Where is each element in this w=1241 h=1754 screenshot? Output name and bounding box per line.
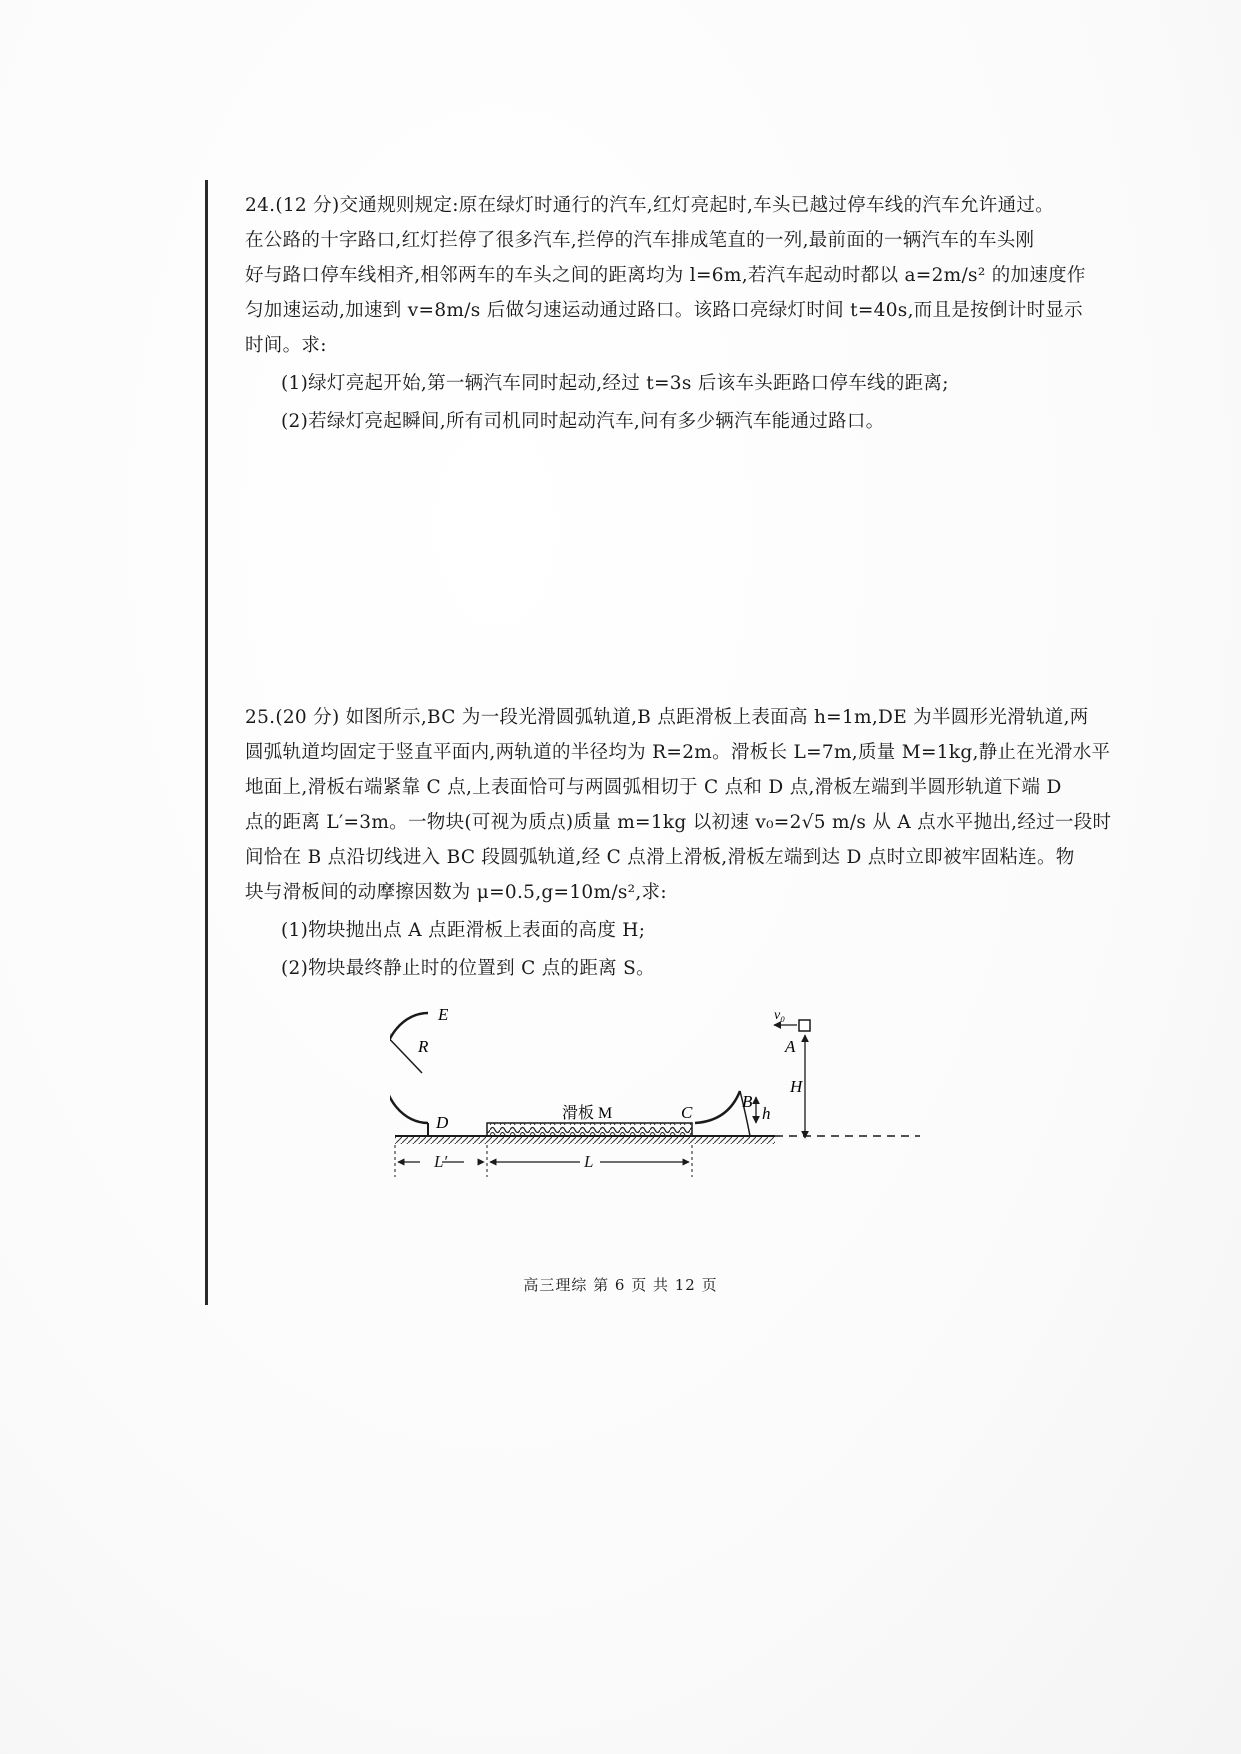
margin-rule — [205, 180, 208, 1305]
problem-24 — [245, 188, 1086, 439]
problem-25-question-1: (1)物块抛出点 A 点距滑板上表面的高度 H; — [281, 920, 646, 941]
problem-24-line-1: 24.(12 分)交通规则规定:原在绿灯时通行的汽车,红灯亮起时,车头已越过停车线的汽车允许通过。 — [245, 195, 1054, 216]
problem-25-line-5: 间恰在 B 点沿切线进入 BC 段圆弧轨道,经 C 点滑上滑板,滑板左端到达 D 点时立即被牢固粘连。物 — [245, 847, 1075, 868]
problem-25-line-2: 圆弧轨道均固定于竖直平面内,两轨道的半径均为 R=2m。滑板长 L=7m,质量 M=1kg,静止在光滑水平 — [245, 742, 1111, 763]
label-b: B — [742, 1092, 753, 1111]
block-a — [799, 1020, 810, 1031]
track-diagram — [390, 1005, 930, 1190]
problem-24-line-4: 匀加速运动,加速到 v=8m/s 后做匀速运动通过路口。该路口亮绿灯时间 t=40s,而且是按倒计时显示 — [245, 300, 1083, 321]
problem-24-question-1: (1)绿灯亮起开始,第一辆汽车同时起动,经过 t=3s 后该车头距路口停车线的距离; — [281, 373, 949, 394]
problem-24-question-2: (2)若绿灯亮起瞬间,所有司机同时起动汽车,问有多少辆汽车能通过路口。 — [281, 411, 885, 432]
label-v0: v₀ — [774, 1008, 786, 1023]
label-c: C — [681, 1103, 693, 1122]
arc-track-bc — [695, 1091, 740, 1123]
problem-24-line-3: 好与路口停车线相齐,相邻两车的车头之间的距离均为 l=6m,若汽车起动时都以 a=2m/s² 的加速度作 — [245, 265, 1086, 286]
label-board: 滑板 M — [562, 1105, 613, 1122]
label-r: R — [418, 1037, 429, 1056]
problem-25-line-6: 块与滑板间的动摩擦因数为 μ=0.5,g=10m/s²,求: — [245, 882, 667, 903]
semicircle-track-de — [390, 1013, 428, 1123]
problem-25-question-2: (2)物块最终静止时的位置到 C 点的距离 S。 — [281, 958, 655, 979]
label-h-big: H — [790, 1077, 803, 1096]
problem-25-line-3: 地面上,滑板右端紧靠 C 点,上表面恰可与两圆弧相切于 C 点和 D 点,滑板左端到半圆形轨道下端 D — [245, 777, 1062, 798]
label-lprime: L′ — [434, 1152, 448, 1171]
label-d: D — [436, 1113, 449, 1132]
problem-25-line-4: 点的距离 L′=3m。一物块(可视为质点)质量 m=1kg 以初速 v₀=2√5 m/s 从 A 点水平抛出,经过一段时 — [245, 812, 1112, 833]
page-footer: 高三理综 第 6 页 共 12 页 — [523, 1276, 718, 1294]
problem-24-line-5: 时间。求: — [245, 335, 327, 356]
label-a: A — [785, 1037, 796, 1056]
slide-board — [487, 1123, 692, 1136]
problem-24-line-2: 在公路的十字路口,红灯拦停了很多汽车,拦停的汽车排成笔直的一列,最前面的一辆汽车的车头刚 — [245, 230, 1035, 251]
label-e: E — [438, 1005, 449, 1024]
problem-25-line-1: 25.(20 分) 如图所示,BC 为一段光滑圆弧轨道,B 点距滑板上表面高 h=1m,DE 为半圆形光滑轨道,两 — [245, 707, 1089, 728]
label-l: L — [584, 1152, 594, 1171]
problem-25 — [245, 700, 1112, 986]
label-h-small: h — [762, 1104, 771, 1123]
ground-hatch — [395, 1137, 775, 1144]
